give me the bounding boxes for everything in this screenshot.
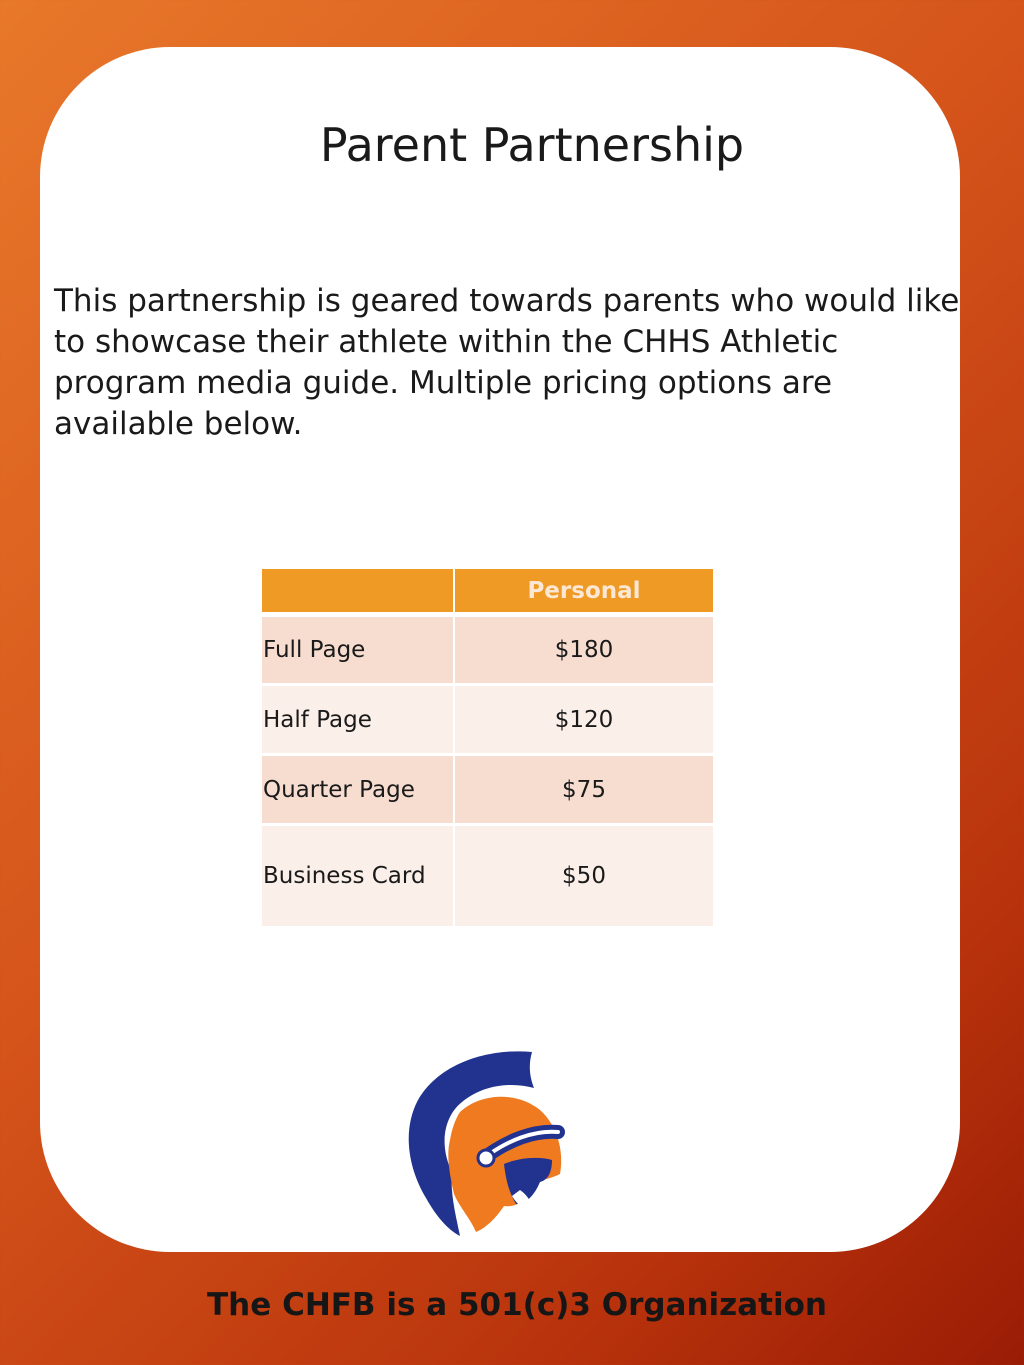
- pricing-table: [262, 569, 713, 926]
- row-label: Full Page: [262, 615, 454, 685]
- pricing-table-header: [262, 569, 713, 615]
- row-price: $120: [454, 685, 713, 755]
- spartan-helmet-icon: [400, 1048, 570, 1238]
- footer-note: The CHFB is a 501(c)3 Organization: [207, 1287, 827, 1323]
- header-personal-cell: Personal: [454, 569, 713, 615]
- table-row: [262, 685, 713, 755]
- table-row: [262, 615, 713, 685]
- intro-paragraph: This partnership is geared towards parents who would like to showcase their athlete within the CHHS Athletic program media guide. Multiple pricing options are available below.: [54, 283, 960, 442]
- row-label: Quarter Page: [262, 755, 454, 825]
- header-blank-cell: [262, 569, 454, 615]
- row-price: $50: [454, 825, 713, 927]
- row-label: Half Page: [262, 685, 454, 755]
- row-label: Business Card: [262, 825, 454, 927]
- table-row: [262, 825, 713, 927]
- row-price: $180: [454, 615, 713, 685]
- table-row: [262, 755, 713, 825]
- page-title: Parent Partnership: [319, 118, 745, 172]
- row-price: $75: [454, 755, 713, 825]
